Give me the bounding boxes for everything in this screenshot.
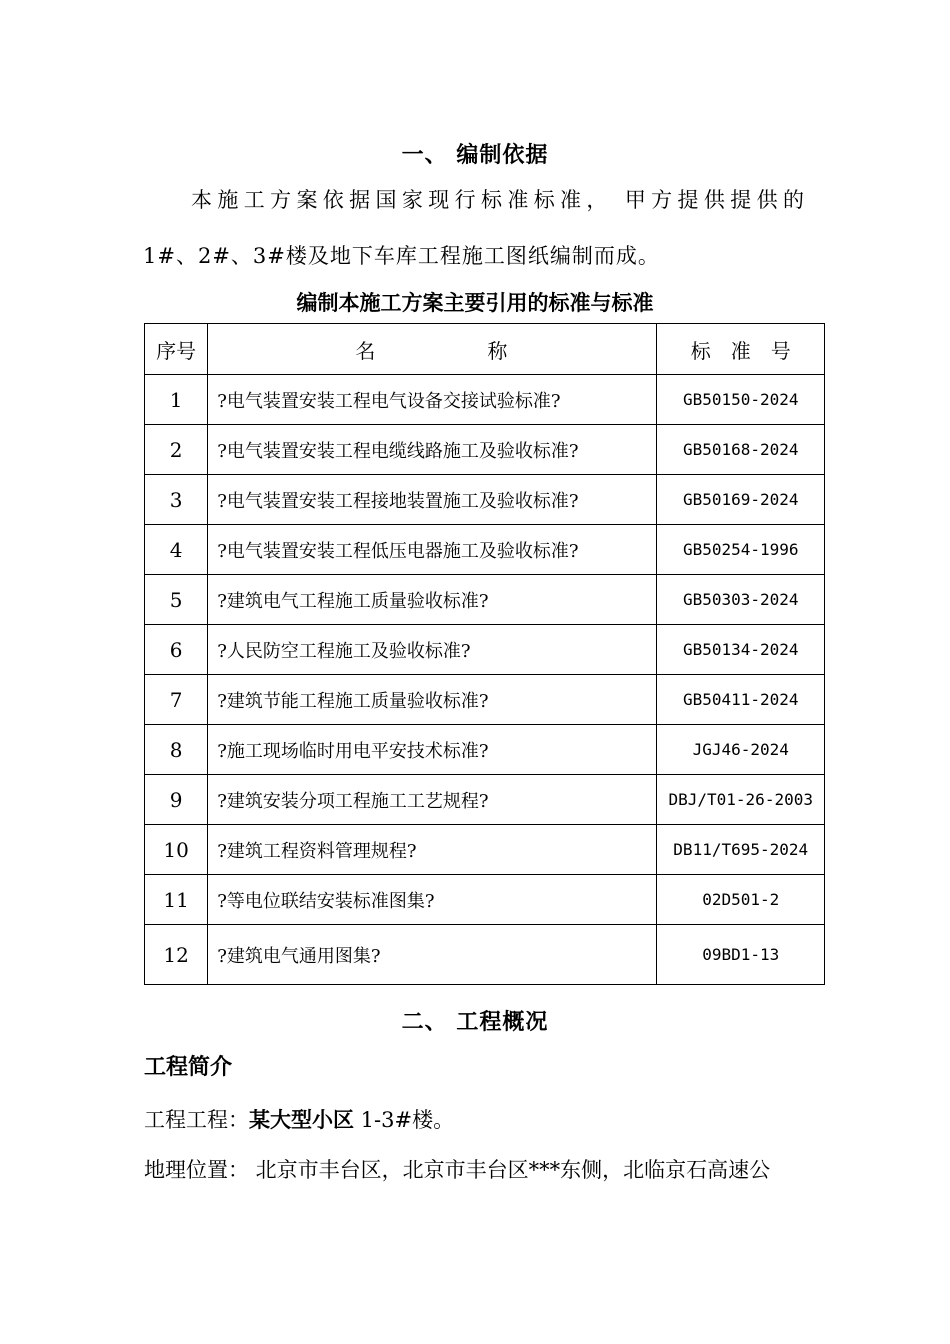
row-code: GB50254-1996 — [657, 525, 825, 575]
table-row — [145, 625, 825, 675]
row-seq: 8 — [145, 725, 208, 775]
row-code: 02D501-2 — [657, 875, 825, 925]
section-heading-basis: 一、 编制依据 — [401, 143, 549, 168]
row-seq: 10 — [145, 825, 208, 875]
row-code: GB50134-2024 — [657, 625, 825, 675]
row-code: GB50411-2024 — [657, 675, 825, 725]
table-row — [145, 825, 825, 875]
table-row — [145, 925, 825, 985]
project-label: 工程工程： — [144, 1108, 249, 1132]
row-seq: 9 — [145, 775, 208, 825]
location-text: 北京市丰台区，北京市丰台区***东侧，北临京石高速公 — [249, 1158, 771, 1182]
row-name: ?等电位联结安装标准图集? — [208, 875, 657, 925]
subheading-project-intro: 工程简介 — [144, 1055, 233, 1080]
table-row — [145, 675, 825, 725]
row-seq: 2 — [145, 425, 208, 475]
row-name: ?电气装置安装工程电气设备交接试验标准? — [208, 375, 657, 425]
row-seq: 3 — [145, 475, 208, 525]
table-row — [145, 875, 825, 925]
row-code: DB11/T695-2024 — [657, 825, 825, 875]
table-row — [145, 725, 825, 775]
table-row — [145, 775, 825, 825]
row-seq: 5 — [145, 575, 208, 625]
project-name: 某大型小区 — [249, 1108, 354, 1132]
row-name: ?建筑工程资料管理规程? — [208, 825, 657, 875]
row-name: ?建筑安装分项工程施工工艺规程? — [208, 775, 657, 825]
basis-paragraph-line2: 1#、2#、3#楼及地下车库工程施工图纸编制而成。 — [143, 244, 660, 268]
row-code: 09BD1-13 — [657, 925, 825, 985]
table-row — [145, 375, 825, 425]
row-seq: 11 — [145, 875, 208, 925]
row-code: DBJ/T01-26-2003 — [657, 775, 825, 825]
header-name: 名 称 — [208, 324, 657, 375]
row-name: ?建筑电气工程施工质量验收标准? — [208, 575, 657, 625]
row-code: GB50303-2024 — [657, 575, 825, 625]
project-line — [144, 1104, 454, 1134]
location-label: 地理位置： — [144, 1158, 249, 1182]
header-code: 标 准 号 — [657, 324, 825, 375]
basis-paragraph — [143, 172, 808, 284]
row-name: ?建筑节能工程施工质量验收标准? — [208, 675, 657, 725]
row-name: ?施工现场临时用电平安技术标准? — [208, 725, 657, 775]
table-header-row — [145, 324, 825, 375]
table-row — [145, 525, 825, 575]
table-row — [145, 425, 825, 475]
row-code: GB50168-2024 — [657, 425, 825, 475]
row-seq: 1 — [145, 375, 208, 425]
row-name: ?建筑电气通用图集? — [208, 925, 657, 985]
table-row — [145, 475, 825, 525]
row-seq: 12 — [145, 925, 208, 985]
row-seq: 4 — [145, 525, 208, 575]
row-seq: 6 — [145, 625, 208, 675]
table-body — [145, 375, 825, 985]
standards-table — [144, 323, 825, 985]
row-seq: 7 — [145, 675, 208, 725]
header-seq: 序号 — [145, 324, 208, 375]
basis-paragraph-line1: 本施工方案依据国家现行标准标准， 甲方提供提供的 — [191, 188, 808, 212]
table-row — [145, 575, 825, 625]
row-name: ?电气装置安装工程电缆线路施工及验收标准? — [208, 425, 657, 475]
project-suffix: 1-3#楼。 — [354, 1108, 455, 1132]
section-heading-overview: 二、 工程概况 — [401, 1010, 549, 1035]
table-title: 编制本施工方案主要引用的标准与标准 — [296, 291, 654, 315]
row-name: ?电气装置安装工程接地装置施工及验收标准? — [208, 475, 657, 525]
row-name: ?电气装置安装工程低压电器施工及验收标准? — [208, 525, 657, 575]
row-name: ?人民防空工程施工及验收标准? — [208, 625, 657, 675]
row-code: GB50169-2024 — [657, 475, 825, 525]
location-line — [144, 1154, 770, 1184]
row-code: GB50150-2024 — [657, 375, 825, 425]
row-code: JGJ46-2024 — [657, 725, 825, 775]
